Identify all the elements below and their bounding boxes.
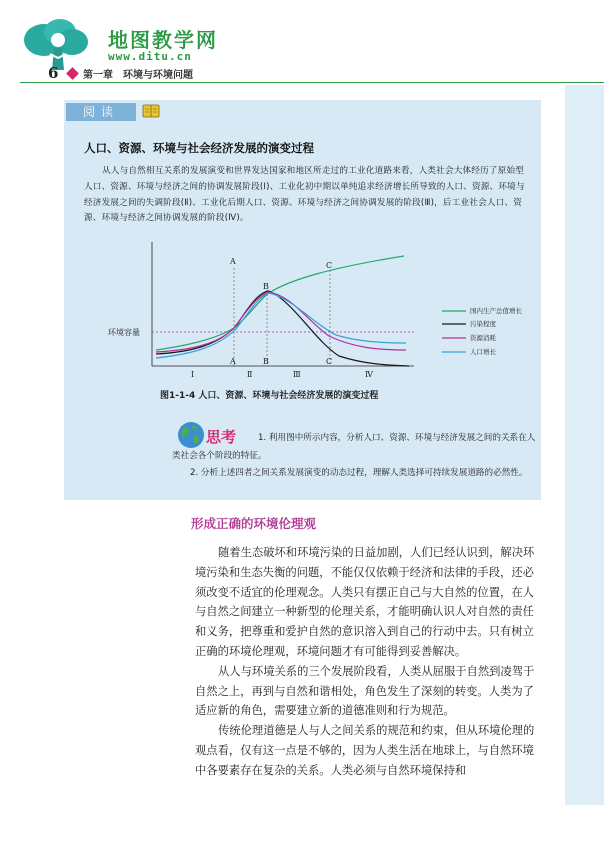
marker-a-bottom: A <box>230 357 236 366</box>
reading-title: 人口、资源、环境与社会经济发展的演变过程 <box>84 141 314 155</box>
reading-label: 阅读 <box>66 103 136 121</box>
stage-2-label: Ⅱ <box>247 370 253 379</box>
marker-b-bottom: B <box>263 357 269 366</box>
legend-label-gdp: 国内生产总值增长 <box>470 307 522 315</box>
legend-label-pollution: 污染程度 <box>470 320 496 328</box>
chapter-title: 第一章 环境与环境问题 <box>83 70 193 81</box>
article-paragraph-2: 从人与环境关系的三个发展阶段看，人类从屈服于自然到凌驾于自然之上，再到与自然和谐相处，角色发生了深刻的转变。人类为了适应新的角色，需要建立新的道德准则和行为规范。 <box>195 664 535 718</box>
marker-a-top: A <box>230 257 236 266</box>
legend-label-resource: 资源消耗 <box>470 334 496 342</box>
site-name: 地图教学网 <box>108 28 218 52</box>
section-title: 形成正确的环境伦理观 <box>191 516 317 531</box>
legend <box>442 306 523 356</box>
book-icon <box>142 104 160 118</box>
think-question-1: 1. 利用图中所示内容，分析人口、资源、环境与经济发展之间的关系在人类社会各个阶段的特征。 <box>172 433 536 461</box>
legend-label-population: 人口增长 <box>470 348 496 356</box>
article-paragraph-1: 随着生态破坏和环境污染的日益加剧，人们已经认识到，解决环境污染和生态失衡的问题，不能仅仅依赖于经济和法律的手段，还必须改变不适宜的伦理观念。人类只有摆正自己与大自然的位置，在人与自然之间建立一种新型的伦理关系，才能明确认识人对自然的责任和义务，把尊重和爱护自然的意识溶入到自己的行动中去。只有树立正确的环境伦理观，环境问题才有可能得到妥善解决。 <box>195 546 535 658</box>
series-gdp-line <box>156 256 404 350</box>
marker-b-top: B <box>263 282 269 291</box>
site-url[interactable]: www.ditu.cn <box>108 50 192 63</box>
article-paragraph-3: 传统伦理道德是人与人之间关系的规范和约束，但从环境伦理的观点看，仅有这一点是不够的，因为人类生活在地球上，与自然环境中各要素存在复杂的关系。人类必须与自然环境保持和 <box>195 724 535 777</box>
evolution-chart <box>64 240 534 395</box>
think-questions <box>172 430 540 483</box>
capacity-label: 环境容量 <box>108 328 140 337</box>
stage-4-label: Ⅳ <box>365 370 373 379</box>
reading-paragraph: 从人与自然相互关系的发展演变和世界发达国家和地区所走过的工业化道路来看，人类社会大体经历了原始型人口、资源、环境与经济之间的协调发展阶段(Ⅰ)、工业化初中期以单纯追求经济增长所导致的人口、资源、环境与经济发展之间的失调阶段(Ⅱ)、工业化后期人口、资源、环境与经济之间协调发展的阶段(Ⅲ)，后工业社会人口、资源、环境与经济之间协调发展的阶段(Ⅳ)。 <box>84 166 525 224</box>
series-pollution-line <box>156 291 409 366</box>
tree-logo-icon <box>20 18 100 73</box>
margin-bar <box>565 85 604 805</box>
article-body <box>195 543 545 781</box>
marker-c-top: C <box>326 261 333 270</box>
marker-c-bottom: C <box>326 357 333 366</box>
think-question-2: 2. 分析上述四者之间关系发展演变的动态过程，理解人类选择可持续发展道路的必然性。 <box>190 468 528 479</box>
page-number: 6 <box>48 64 59 82</box>
figure-caption: 图1-1-4 人口、资源、环境与社会经济发展的演变过程 <box>160 391 379 401</box>
stage-3-label: Ⅲ <box>293 370 301 379</box>
think-label: 思考 <box>206 428 237 446</box>
stage-1-label: Ⅰ <box>191 370 195 379</box>
header-divider <box>20 82 604 83</box>
